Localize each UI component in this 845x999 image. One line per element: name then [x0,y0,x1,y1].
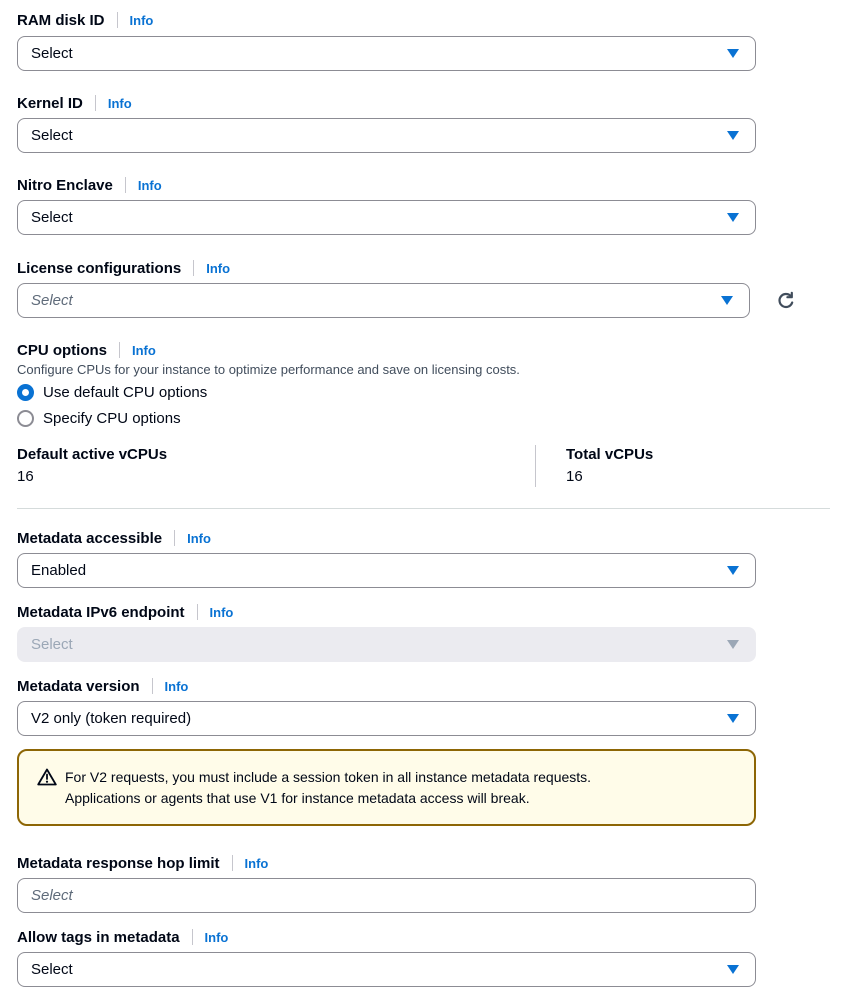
nitro-select[interactable] [17,200,756,235]
nitro-select-value: Select [31,209,73,226]
license-info-link[interactable]: Info [206,260,231,276]
allow-tags-label-row [17,926,228,948]
kernel-label: Kernel ID [17,94,83,112]
warning-line-2: Applications or agents that use V1 for instance metadata access will break. [65,790,530,806]
ramdisk-select[interactable] [17,36,756,71]
ramdisk-label-row [17,9,153,31]
radio-checked-icon [17,384,34,401]
metadata-version-value: V2 only (token required) [31,710,192,727]
label-divider [232,855,233,871]
default-vcpus-key: Default active vCPUs [17,446,168,463]
radio-unchecked-icon [17,410,34,427]
license-multiselect[interactable] [17,283,750,318]
metadata-ipv6-label: Metadata IPv6 endpoint [17,603,185,621]
cpu-description: Configure CPUs for your instance to optimize performance and save on licensing costs. [17,362,520,377]
allow-tags-select[interactable] [17,952,756,987]
license-label: License configurations [17,259,182,277]
hop-limit-info-link[interactable]: Info [244,855,269,871]
warning-icon [37,768,57,786]
ramdisk-label: RAM disk ID [17,11,105,29]
radio-default-cpu[interactable] [17,384,207,401]
metadata-ipv6-label-row [17,601,233,623]
caret-down-icon [727,965,739,974]
label-divider [197,604,198,620]
label-divider [125,177,126,193]
cpu-label-row [17,339,156,361]
label-divider [152,678,153,694]
label-divider [192,929,193,945]
radio-specify-cpu[interactable] [17,410,181,427]
caret-down-icon [727,213,739,222]
caret-down-icon [727,640,739,649]
column-divider [535,445,536,487]
ramdisk-select-value: Select [31,45,73,62]
cpu-info-link[interactable]: Info [132,342,156,358]
hop-limit-label: Metadata response hop limit [17,854,220,872]
kernel-label-row [17,92,132,114]
hop-limit-label-row [17,852,268,874]
metadata-accessible-value: Enabled [31,562,87,579]
metadata-ipv6-value: Select [31,636,73,653]
metadata-version-label-row [17,675,188,697]
default-vcpus-value: 16 [17,468,34,485]
metadata-accessible-label-row [17,527,211,549]
caret-down-icon [721,296,733,305]
metadata-accessible-label: Metadata accessible [17,529,163,547]
total-vcpus-value: 16 [566,468,583,485]
label-divider [95,95,96,111]
caret-down-icon [727,49,739,58]
metadata-version-select[interactable] [17,701,756,736]
metadata-version-label: Metadata version [17,677,140,695]
total-vcpus-key: Total vCPUs [566,446,654,463]
label-divider [193,260,194,276]
nitro-info-link[interactable]: Info [137,177,162,193]
metadata-ipv6-select [17,627,756,662]
metadata-accessible-info-link[interactable]: Info [187,530,211,546]
kernel-select[interactable] [17,118,756,153]
nitro-label-row [17,174,162,196]
radio-label: Use default CPU options [43,384,208,401]
caret-down-icon [727,714,739,723]
allow-tags-label: Allow tags in metadata [17,928,180,946]
caret-down-icon [727,566,739,575]
warning-alert [17,749,756,826]
kernel-info-link[interactable]: Info [107,95,132,111]
radio-label: Specify CPU options [43,410,181,427]
metadata-version-info-link[interactable]: Info [164,678,189,694]
section-divider [17,508,830,509]
refresh-icon [776,291,796,311]
cpu-label: CPU options [17,341,107,359]
metadata-ipv6-info-link[interactable]: Info [209,604,234,620]
warning-text [65,767,591,824]
refresh-button[interactable] [772,287,800,315]
hop-limit-input[interactable] [17,878,756,913]
metadata-accessible-select[interactable] [17,553,756,588]
warning-line-1: For V2 requests, you must include a session token in all instance metadata requests. [65,769,592,785]
label-divider [174,530,175,546]
allow-tags-info-link[interactable]: Info [204,929,229,945]
ramdisk-info-link[interactable]: Info [129,12,154,28]
caret-down-icon [727,131,739,140]
license-label-row [17,257,230,279]
allow-tags-value: Select [31,961,73,978]
label-divider [117,12,118,28]
kernel-select-value: Select [31,127,73,144]
label-divider [119,342,120,358]
nitro-label: Nitro Enclave [17,176,113,194]
license-select-placeholder: Select [31,292,73,309]
